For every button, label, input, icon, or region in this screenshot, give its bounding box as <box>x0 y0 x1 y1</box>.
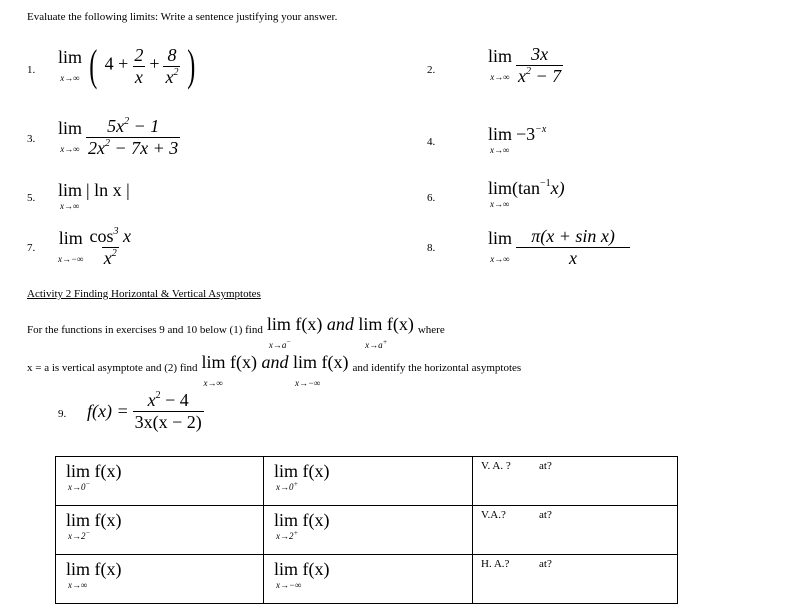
problem-8-number: 8. <box>427 242 436 254</box>
instructions: Evaluate the following limits: Write a sentence justifying your answer. <box>27 11 338 23</box>
limits-table <box>55 456 678 604</box>
fraction-3x-over-x2-7: $\frac{3x}{x^2 - 7}$ <box>518 44 562 86</box>
activity-heading: Activity 2 Finding Horizontal & Vertical Asymptotes <box>27 288 261 300</box>
problem-1-number: 1. <box>27 64 36 76</box>
problem-2-number: 2. <box>427 64 436 76</box>
problem-3-number: 3. <box>27 133 36 145</box>
problem-2-expression: lim x→∞ $\frac{3x}{x^2 - 7}$ <box>488 44 562 86</box>
activity-line-2: x = a is vertical asymptote and (2) find lim f(x) and lim f(x) x→∞ x→−∞ and identify the horizontal asymptotes <box>27 352 522 388</box>
table-cell: lim f(x) x→−∞ <box>264 555 473 604</box>
problem-1-expression <box>58 41 199 90</box>
problem-6-number: 6. <box>427 192 436 204</box>
lim-subscript: x→∞ <box>60 72 80 83</box>
exercise-9-number: 9. <box>58 408 67 420</box>
expr-body: 4 + <box>104 53 129 74</box>
problem-8-expression: lim x→∞ $\frac{\text{π(x + sin x)}}{x}$ <box>488 226 630 269</box>
lim-label: lim <box>58 46 83 67</box>
problem-4-number: 4. <box>427 136 436 148</box>
table-row <box>56 457 678 506</box>
table-cell: lim f(x) x→∞ <box>56 555 264 604</box>
right-paren: ) <box>187 41 196 90</box>
problem-3-expression: lim x→∞ $\frac{5x^2 - 1}{2x^2 - 7x + 3}$ <box>58 116 179 158</box>
plus-sign: + <box>149 53 160 74</box>
problem-5-number: 5. <box>27 192 36 204</box>
fraction-8-over-x2: $\frac{8}{x^2}$ <box>165 44 179 87</box>
problem-5-expression: lim | ln x | x→∞ <box>58 180 130 211</box>
table-cell: lim f(x) x→2+ <box>264 506 473 555</box>
table-row <box>56 506 678 555</box>
table-cell: V. A. ? at? <box>473 457 678 506</box>
problem-6-expression: $\lim(\tan^{-1}x)$ x→∞ <box>488 178 565 209</box>
exercise-9-function: f(x) = $\frac{x^2 - 4}{3x(x - 2)}$ <box>87 390 202 432</box>
table-row <box>56 555 678 604</box>
table-cell: lim f(x) x→0− <box>56 457 264 506</box>
table-cell: V.A.? at? <box>473 506 678 555</box>
table-cell: H. A.? at? <box>473 555 678 604</box>
left-paren: ( <box>89 41 98 90</box>
problem-7-number: 7. <box>27 242 36 254</box>
problem-7-expression: lim x→−∞ $\frac{\cos^3 x}{x^2}$ <box>58 226 131 268</box>
table-cell: lim f(x) x→2− <box>56 506 264 555</box>
fraction-2-over-x: $\frac{2}{x}$ <box>134 44 144 87</box>
table-cell: lim f(x) x→0+ <box>264 457 473 506</box>
problem-4-expression: $\lim -3^{-x}$ x→∞ <box>488 124 547 155</box>
activity-line-1: For the functions in exercises 9 and 10 below (1) find lim f(x) and lim f(x) x→a− x→a+ where <box>27 314 445 350</box>
